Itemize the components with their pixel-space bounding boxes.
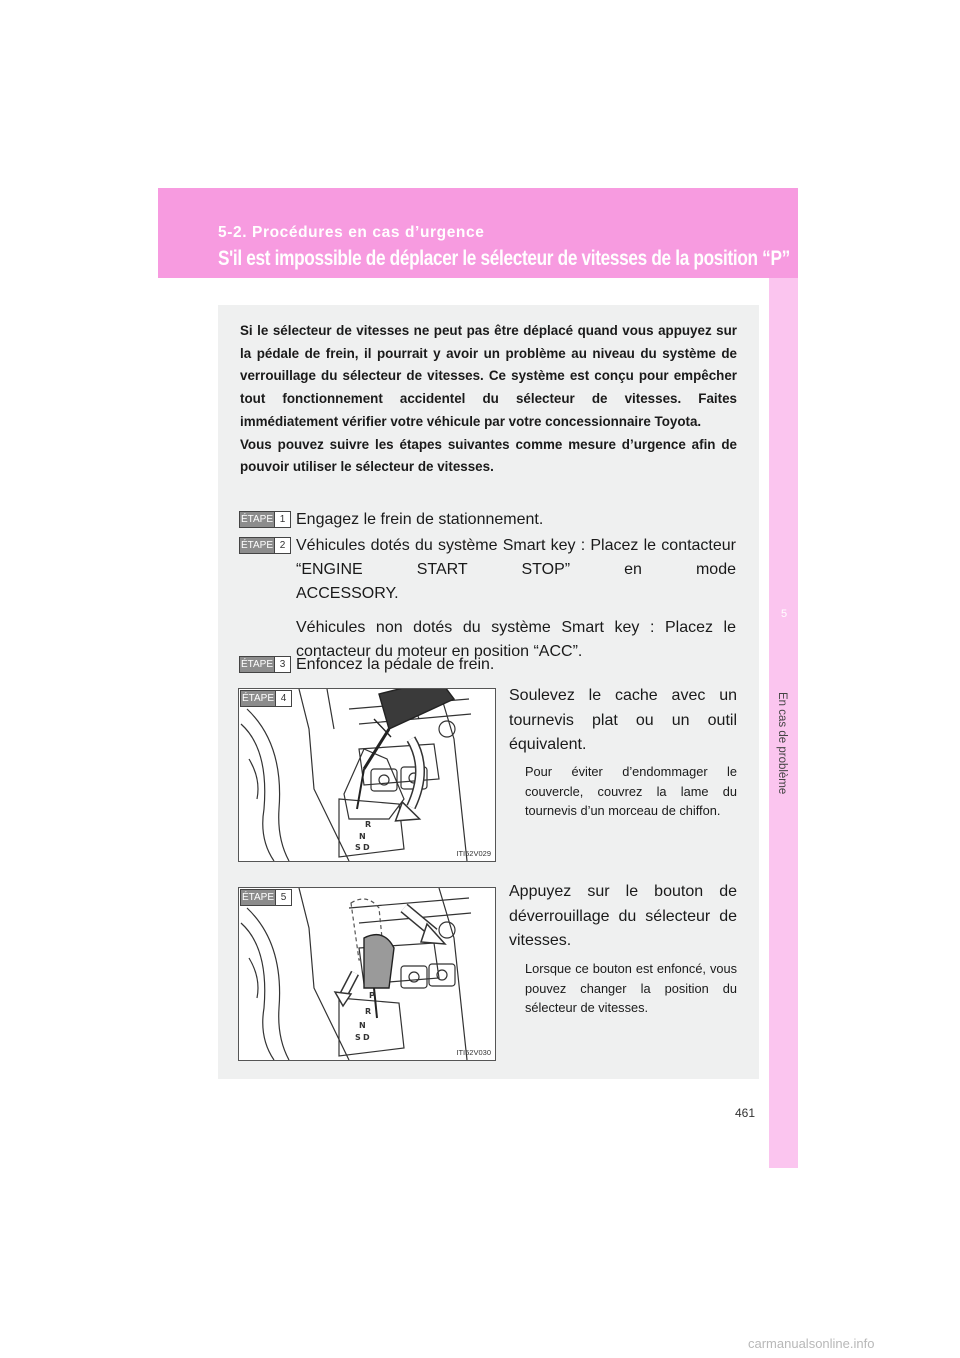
gear-letter-d: D [363,1033,370,1042]
step-badge-label: ÉTAPE [240,514,274,525]
step-badge-1 [239,511,291,528]
gear-letter-s: S [355,843,361,852]
gear-letter-r: R [365,1007,372,1016]
chapter-title: En cas de problème [776,692,788,795]
intro-paragraph: Vous pouvez suivre les étapes suivantes comme mesure d’urgence afin de pouvoir utiliser le sélecteur de vitesses. [240,436,737,475]
step-text-line: Véhicules dotés du système Smart key : Placez le contacteur “ENGINE START STOP” en mode [296,537,736,578]
step-1-text [296,508,736,532]
page-number: 461 [735,1106,756,1120]
step-5-note: Lorsque ce bouton est enfoncé, vous pouvez changer la position du sélecteur de vitesses. [525,961,737,1015]
step-4-text: Soulevez le cache avec un tournevis plat ou un outil équivalent. [509,687,737,753]
step-badge-number: 5 [275,890,291,905]
step-badge-number: 1 [274,512,290,527]
step-badge-2 [239,537,291,554]
step-badge-label: ÉTAPE [241,892,275,903]
step-text-line: Véhicules non dotés du système Smart key : Placez le contacteur du moteur en position “ACC”. [296,619,736,660]
step-badge-3 [239,656,291,673]
gear-letter-r: R [365,820,372,829]
figure-code: ITI52V030 [456,1048,491,1057]
step-badge-number: 4 [275,691,291,706]
step-badge-5 [240,889,292,906]
section-label: 5-2. Procédures en cas d’urgence [218,224,485,241]
chapter-number: 5 [780,608,788,620]
gear-letter-n: N [359,1021,366,1030]
step-text-line: Enfoncez la pédale de frein. [296,656,495,673]
step-badge-4 [240,690,292,707]
step-badge-number: 3 [274,657,290,672]
intro-paragraph: Si le sélecteur de vitesses ne peut pas être déplacé quand vous appuyez sur la pédale de frein, il pourrait y avoir un problème au niveau du système de verrouillage du sélecteur de vitesses. Ce système est conçu pour empêcher tout fonctionnement accidentel du sélecteur de vitesses. Faites immédiatement vérifier votre véhicule par votre concessionnaire Toyota. [240,323,737,429]
gear-letter-n: N [359,832,366,841]
step-2-text [296,534,736,664]
gear-letter-p: P [369,991,375,1000]
watermark-link[interactable]: carmanualsonline.info [748,1336,875,1351]
page-title: S'il est impossible de déplacer le sélecteur de vitesses de la position “P” [218,247,790,270]
step-text-line: ACCESSORY. [296,585,399,602]
intro-text [240,320,737,479]
step-5-text: Appuyez sur le bouton de déverrouillage du sélecteur de vitesses. [509,883,737,949]
shifter-release-button-illustration [239,888,495,1060]
gear-letter-s: S [355,1033,361,1042]
step-3-text [296,653,736,677]
step-4-note: Pour éviter d’endommager le couvercle, couvrez la lame du tournevis d’un morceau de chiffon. [525,764,737,818]
step-badge-label: ÉTAPE [240,659,274,670]
figure-step-4 [238,688,496,862]
figure-step-5 [238,887,496,1061]
step-badge-label: ÉTAPE [241,693,275,704]
step-badge-number: 2 [274,538,290,553]
step-badge-label: ÉTAPE [240,540,274,551]
gear-letter-d: D [363,843,370,852]
step-text-line: Engagez le frein de stationnement. [296,511,544,528]
figure-code: ITI52V029 [456,849,491,858]
shifter-screwdriver-illustration [239,689,495,861]
